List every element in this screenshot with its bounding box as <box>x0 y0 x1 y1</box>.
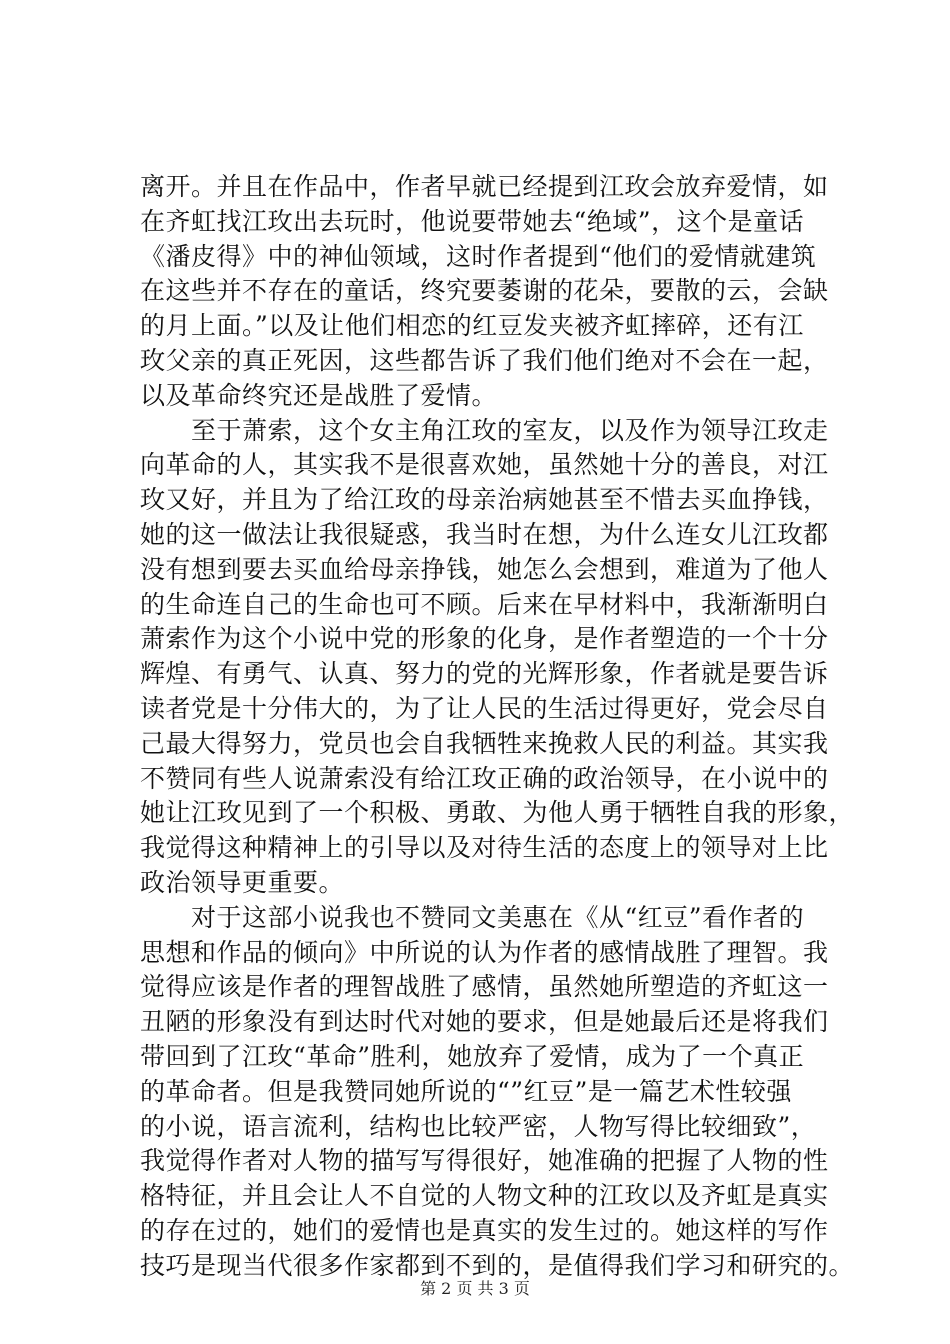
text-line: 没有想到要去买血给母亲挣钱，她怎么会想到，难道为了他人 <box>140 554 829 584</box>
text-line: 我觉得作者对人物的描写写得很好，她准确的把握了人物的性 <box>140 1146 829 1176</box>
text-line: 向革命的人，其实我不是很喜欢她，虽然她十分的善良，对江 <box>140 450 829 480</box>
text-line: 政治领导更重要。 <box>140 867 345 897</box>
text-line: 至于萧索，这个女主角江玫的室友，以及作为领导江玫走 <box>140 415 829 445</box>
text-line: 在齐虹找江玫出去玩时，他说要带她去“绝域”，这个是童话 <box>140 206 805 236</box>
text-line: 带回到了江玫“革命”胜利，她放弃了爱情，成为了一个真正 <box>140 1041 805 1071</box>
text-line: 不赞同有些人说萧索没有给江玫正确的政治领导，在小说中的 <box>140 763 829 793</box>
text-line: 格特征，并且会让人不自觉的人物文种的江玫以及齐虹是真实 <box>140 1181 829 1211</box>
text-line: 己最大得努力，党员也会自我牺牲来挽救人民的利益。其实我 <box>140 728 829 758</box>
body-text <box>140 170 855 1284</box>
text-line: 的月上面。”以及让他们相恋的红豆发夹被齐虹摔碎，还有江 <box>140 311 804 341</box>
text-line: 我觉得这种精神上的引导以及对待生活的态度上的领导对上比 <box>140 833 829 863</box>
text-line: 的小说，语言流利，结构也比较严密，人物写得比较细致”， <box>140 1111 817 1141</box>
text-line: 以及革命终究还是战胜了爱情。 <box>140 380 498 410</box>
text-line: 觉得应该是作者的理智战胜了感情，虽然她所塑造的齐虹这一 <box>140 972 829 1002</box>
text-line: 辉煌、有勇气、认真、努力的党的光辉形象，作者就是要告诉 <box>140 659 829 689</box>
text-line: 的革命者。但是我赞同她所说的“”红豆”是一篇艺术性较强 <box>140 1076 792 1106</box>
text-line: 离开。并且在作品中，作者早就已经提到江玫会放弃爱情，如 <box>140 172 829 201</box>
text-line: 《潘皮得》中的神仙领域，这时作者提到“他们的爱情就建筑 <box>140 241 817 271</box>
text-line: 她的这一做法让我很疑惑，我当时在想，为什么连女儿江玫都 <box>140 519 829 549</box>
text-line: 技巧是现当代很多作家都到不到的，是值得我们学习和研究的。 <box>140 1250 855 1280</box>
text-line: 对于这部小说我也不赞同文美惠在《从“红豆”看作者的 <box>140 902 805 932</box>
text-line: 玫父亲的真正死因，这些都告诉了我们他们绝对不会在一起， <box>140 345 829 375</box>
text-line: 玫又好，并且为了给江玫的母亲治病她甚至不惜去买血挣钱， <box>140 485 829 515</box>
page-number-footer: 第 2 页 共 3 页 <box>420 1279 530 1298</box>
text-line: 的存在过的，她们的爱情也是真实的发生过的。她这样的写作 <box>140 1215 829 1245</box>
text-line: 丑陋的形象没有到达时代对她的要求，但是她最后还是将我们 <box>140 1007 829 1037</box>
text-line: 思想和作品的倾向》中所说的认为作者的感情战胜了理智。我 <box>140 937 829 967</box>
text-line: 她让江玫见到了一个积极、勇敢、为他人勇于牺牲自我的形象， <box>140 798 855 828</box>
text-line: 读者党是十分伟大的，为了让人民的生活过得更好，党会尽自 <box>140 693 829 723</box>
text-line: 的生命连自己的生命也可不顾。后来在早材料中，我渐渐明白 <box>140 589 829 619</box>
text-line: 在这些并不存在的童话，终究要萎谢的花朵，要散的云，会缺 <box>140 276 829 306</box>
text-line: 萧索作为这个小说中党的形象的化身，是作者塑造的一个十分 <box>140 624 829 654</box>
